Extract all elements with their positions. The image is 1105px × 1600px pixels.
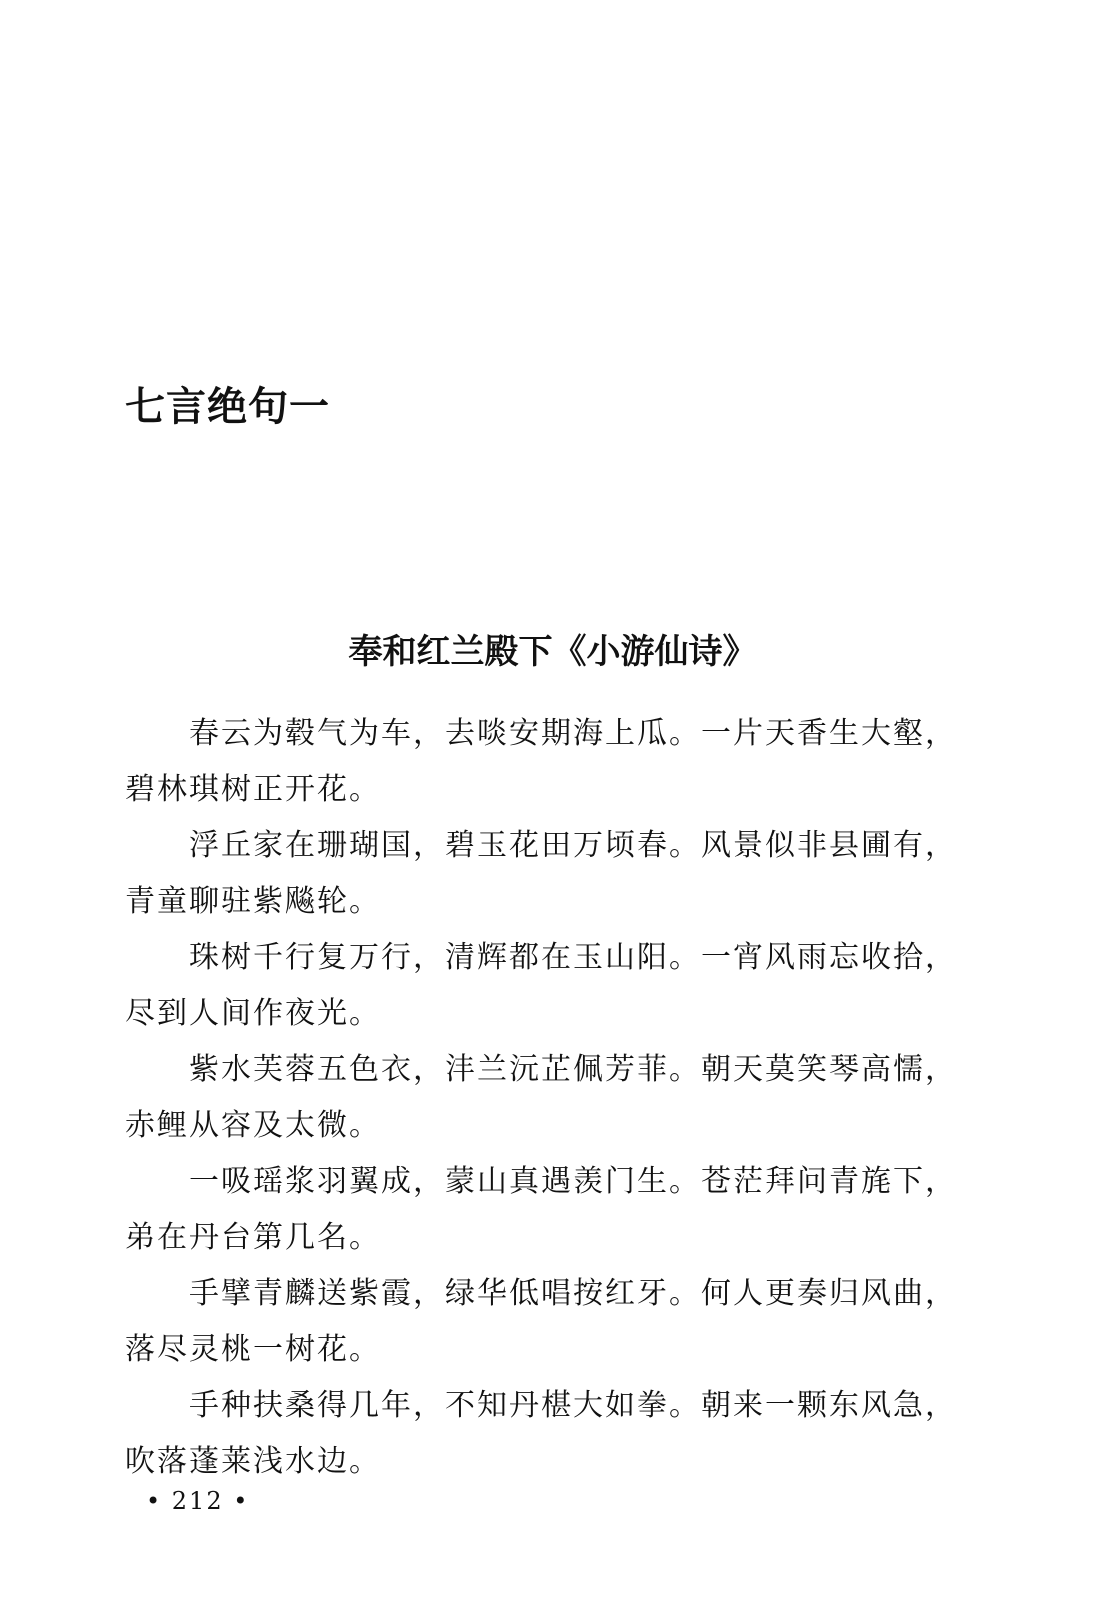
- poem-line: 弟在丹台第几名。: [125, 1220, 381, 1255]
- poem-title: 奉和红兰殿下《小游仙诗》: [348, 632, 757, 672]
- poem-line: 浮丘家在珊瑚国，碧玉花田万顷春。风景似非县圃有，: [189, 828, 957, 863]
- poem-stanza: [125, 1268, 975, 1380]
- poem-stanza: [125, 1156, 975, 1268]
- poem-stanza: [125, 1044, 975, 1156]
- poem-stanza: [125, 1380, 975, 1492]
- poem-line: 一吸瑶浆羽翼成，蒙山真遇羡门生。苍茫拜问青旄下，: [189, 1164, 957, 1199]
- poem-line: 手擘青麟送紫霞，绿华低唱按红牙。何人更奏归风曲，: [189, 1276, 957, 1311]
- poem-line: 落尽灵桃一树花。: [125, 1332, 381, 1367]
- page-number: • 212 •: [146, 1487, 250, 1515]
- poem-line: 紫水芙蓉五色衣，沣兰沅芷佩芳菲。朝天莫笑琴高懦，: [189, 1052, 957, 1087]
- poem-line: 赤鲤从容及太微。: [125, 1108, 381, 1143]
- poem-line: 尽到人间作夜光。: [125, 996, 381, 1031]
- poem-stanza: [125, 708, 975, 820]
- poem-line: 青童聊驻紫飚轮。: [125, 884, 381, 919]
- section-title: 七言绝句一: [125, 384, 330, 430]
- poem-line: 碧林琪树正开花。: [125, 772, 381, 807]
- poem-stanza: [125, 820, 975, 932]
- poem-body: [125, 708, 975, 1492]
- poem-line: 春云为毂气为车，去啖安期海上瓜。一片天香生大壑，: [189, 716, 957, 751]
- poem-line: 吹落蓬莱浅水边。: [125, 1444, 381, 1479]
- poem-line: 手种扶桑得几年，不知丹椹大如拳。朝来一颗东风急，: [189, 1388, 957, 1423]
- poem-line: 珠树千行复万行，清辉都在玉山阳。一宵风雨忘收拾，: [189, 940, 957, 975]
- poem-stanza: [125, 932, 975, 1044]
